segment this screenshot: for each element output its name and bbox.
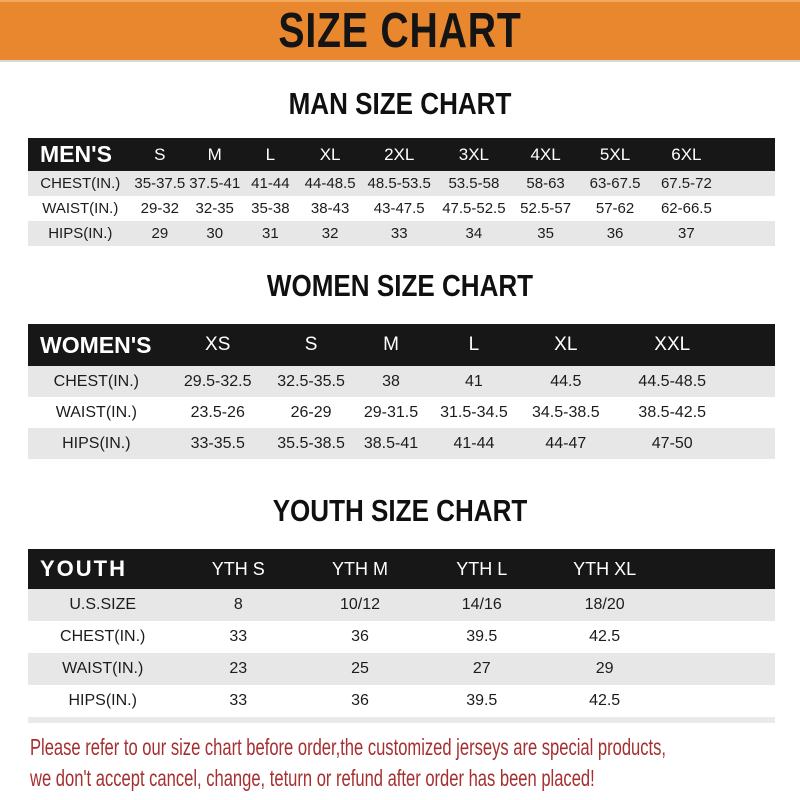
women-header-row <box>28 324 775 366</box>
men-size-value: 29-32 <box>133 196 188 221</box>
youth-row-filler <box>667 653 775 685</box>
youth-row-chest-in <box>28 621 775 653</box>
youth-size-value: 33 <box>177 621 299 653</box>
women-size-value: 23.5-26 <box>165 397 271 428</box>
youth-size-value: 18/20 <box>543 589 667 621</box>
youth-row-waist-in <box>28 653 775 685</box>
men-header-filler <box>723 138 775 171</box>
men-row-filler <box>723 171 775 196</box>
youth-size-value: 33 <box>177 685 299 717</box>
youth-row-hips-in <box>28 685 775 717</box>
youth-size-table <box>28 549 775 717</box>
youth-row-filler <box>667 589 775 621</box>
men-column-header: S <box>133 138 188 171</box>
men-size-value: 35 <box>511 221 580 246</box>
men-size-table <box>28 138 775 246</box>
men-size-value: 48.5-53.5 <box>362 171 437 196</box>
youth-size-value: 23 <box>177 653 299 685</box>
men-size-value: 34 <box>437 221 512 246</box>
women-row-label: HIPS(IN.) <box>28 428 165 459</box>
men-size-value: 58-63 <box>511 171 580 196</box>
men-header-row <box>28 138 775 171</box>
men-size-value: 37 <box>650 221 722 246</box>
men-size-value: 32-35 <box>187 196 242 221</box>
men-row-waist-in <box>28 196 775 221</box>
women-size-value: 47-50 <box>614 428 730 459</box>
youth-size-value: 39.5 <box>421 685 543 717</box>
women-size-value: 41 <box>431 366 518 397</box>
women-section-heading: WOMEN SIZE CHART <box>266 268 534 303</box>
men-size-value: 67.5-72 <box>650 171 722 196</box>
men-size-value: 36 <box>580 221 650 246</box>
women-column-header: M <box>351 324 430 366</box>
youth-header-row <box>28 549 775 589</box>
youth-size-value: 36 <box>299 685 421 717</box>
men-row-label: CHEST(IN.) <box>28 171 133 196</box>
men-size-value: 41-44 <box>242 171 298 196</box>
men-size-value: 52.5-57 <box>511 196 580 221</box>
men-column-header: L <box>242 138 298 171</box>
youth-size-value: 36 <box>299 621 421 653</box>
men-size-value: 37.5-41 <box>187 171 242 196</box>
youth-column-header: YTH S <box>177 549 299 589</box>
women-size-value: 44.5 <box>517 366 614 397</box>
women-size-value: 26-29 <box>271 397 352 428</box>
women-size-value: 38 <box>351 366 430 397</box>
men-size-value: 31 <box>242 221 298 246</box>
youth-row-label: HIPS(IN.) <box>28 685 177 717</box>
youth-section-heading: YOUTH SIZE CHART <box>272 493 528 528</box>
men-size-value: 47.5-52.5 <box>437 196 512 221</box>
women-column-header: XXL <box>614 324 730 366</box>
men-corner-label: MEN'S <box>28 138 133 171</box>
youth-row-filler <box>667 685 775 717</box>
women-column-header: S <box>271 324 352 366</box>
men-size-value: 30 <box>187 221 242 246</box>
note-line-1: Please refer to our size chart before order,the customized jerseys are special products, <box>30 734 667 760</box>
men-size-value: 38-43 <box>298 196 361 221</box>
women-size-table <box>28 324 775 459</box>
men-column-header: 4XL <box>511 138 580 171</box>
men-row-chest-in <box>28 171 775 196</box>
men-column-header: 3XL <box>437 138 512 171</box>
youth-row-label: CHEST(IN.) <box>28 621 177 653</box>
men-row-label: HIPS(IN.) <box>28 221 133 246</box>
men-row-filler <box>723 221 775 246</box>
youth-size-value: 29 <box>543 653 667 685</box>
men-size-value: 33 <box>362 221 437 246</box>
women-row-label: WAIST(IN.) <box>28 397 165 428</box>
note-line-2: we don't accept cancel, change, teturn or refund after order has been placed! <box>30 765 595 791</box>
women-column-header: XL <box>517 324 614 366</box>
women-size-value: 29-31.5 <box>351 397 430 428</box>
women-row-filler <box>730 366 775 397</box>
women-header-filler <box>730 324 775 366</box>
women-column-header: L <box>431 324 518 366</box>
youth-row-label: U.S.SIZE <box>28 589 177 621</box>
men-row-label: WAIST(IN.) <box>28 196 133 221</box>
women-size-value: 31.5-34.5 <box>431 397 518 428</box>
youth-size-value: 10/12 <box>299 589 421 621</box>
men-size-value: 62-66.5 <box>650 196 722 221</box>
women-size-value: 44-47 <box>517 428 614 459</box>
men-row-filler <box>723 196 775 221</box>
youth-size-value: 42.5 <box>543 685 667 717</box>
youth-corner-label: YOUTH <box>28 549 177 589</box>
women-size-value: 32.5-35.5 <box>271 366 352 397</box>
youth-size-value: 8 <box>177 589 299 621</box>
men-size-value: 43-47.5 <box>362 196 437 221</box>
youth-header-filler <box>667 549 775 589</box>
women-size-value: 33-35.5 <box>165 428 271 459</box>
men-size-value: 35-38 <box>242 196 298 221</box>
women-row-filler <box>730 428 775 459</box>
order-note <box>30 732 793 794</box>
youth-row-u-s-size <box>28 589 775 621</box>
women-size-value: 38.5-41 <box>351 428 430 459</box>
women-size-value: 41-44 <box>431 428 518 459</box>
men-size-value: 57-62 <box>580 196 650 221</box>
women-row-waist-in <box>28 397 775 428</box>
youth-column-header: YTH XL <box>543 549 667 589</box>
youth-size-value: 14/16 <box>421 589 543 621</box>
women-row-label: CHEST(IN.) <box>28 366 165 397</box>
men-section-heading: MAN SIZE CHART <box>288 86 512 121</box>
women-size-value: 34.5-38.5 <box>517 397 614 428</box>
youth-size-value: 39.5 <box>421 621 543 653</box>
men-size-value: 35-37.5 <box>133 171 188 196</box>
women-column-header: XS <box>165 324 271 366</box>
youth-size-value: 25 <box>299 653 421 685</box>
men-size-value: 63-67.5 <box>580 171 650 196</box>
youth-size-value: 27 <box>421 653 543 685</box>
youth-row-label: WAIST(IN.) <box>28 653 177 685</box>
size-chart-banner <box>0 0 800 62</box>
youth-column-header: YTH M <box>299 549 421 589</box>
men-size-value: 29 <box>133 221 188 246</box>
men-row-hips-in <box>28 221 775 246</box>
youth-row-filler <box>667 621 775 653</box>
men-size-value: 32 <box>298 221 361 246</box>
youth-column-header: YTH L <box>421 549 543 589</box>
women-row-chest-in <box>28 366 775 397</box>
men-column-header: 6XL <box>650 138 722 171</box>
youth-table-bottom-strip <box>28 717 775 723</box>
men-size-value: 53.5-58 <box>437 171 512 196</box>
women-row-filler <box>730 397 775 428</box>
women-size-value: 29.5-32.5 <box>165 366 271 397</box>
men-column-header: M <box>187 138 242 171</box>
women-size-value: 38.5-42.5 <box>614 397 730 428</box>
men-column-header: 2XL <box>362 138 437 171</box>
women-size-value: 44.5-48.5 <box>614 366 730 397</box>
men-size-value: 44-48.5 <box>298 171 361 196</box>
men-column-header: XL <box>298 138 361 171</box>
women-row-hips-in <box>28 428 775 459</box>
women-size-value: 35.5-38.5 <box>271 428 352 459</box>
women-corner-label: WOMEN'S <box>28 324 165 366</box>
men-column-header: 5XL <box>580 138 650 171</box>
banner-title: SIZE CHART <box>278 4 522 58</box>
youth-size-value: 42.5 <box>543 621 667 653</box>
